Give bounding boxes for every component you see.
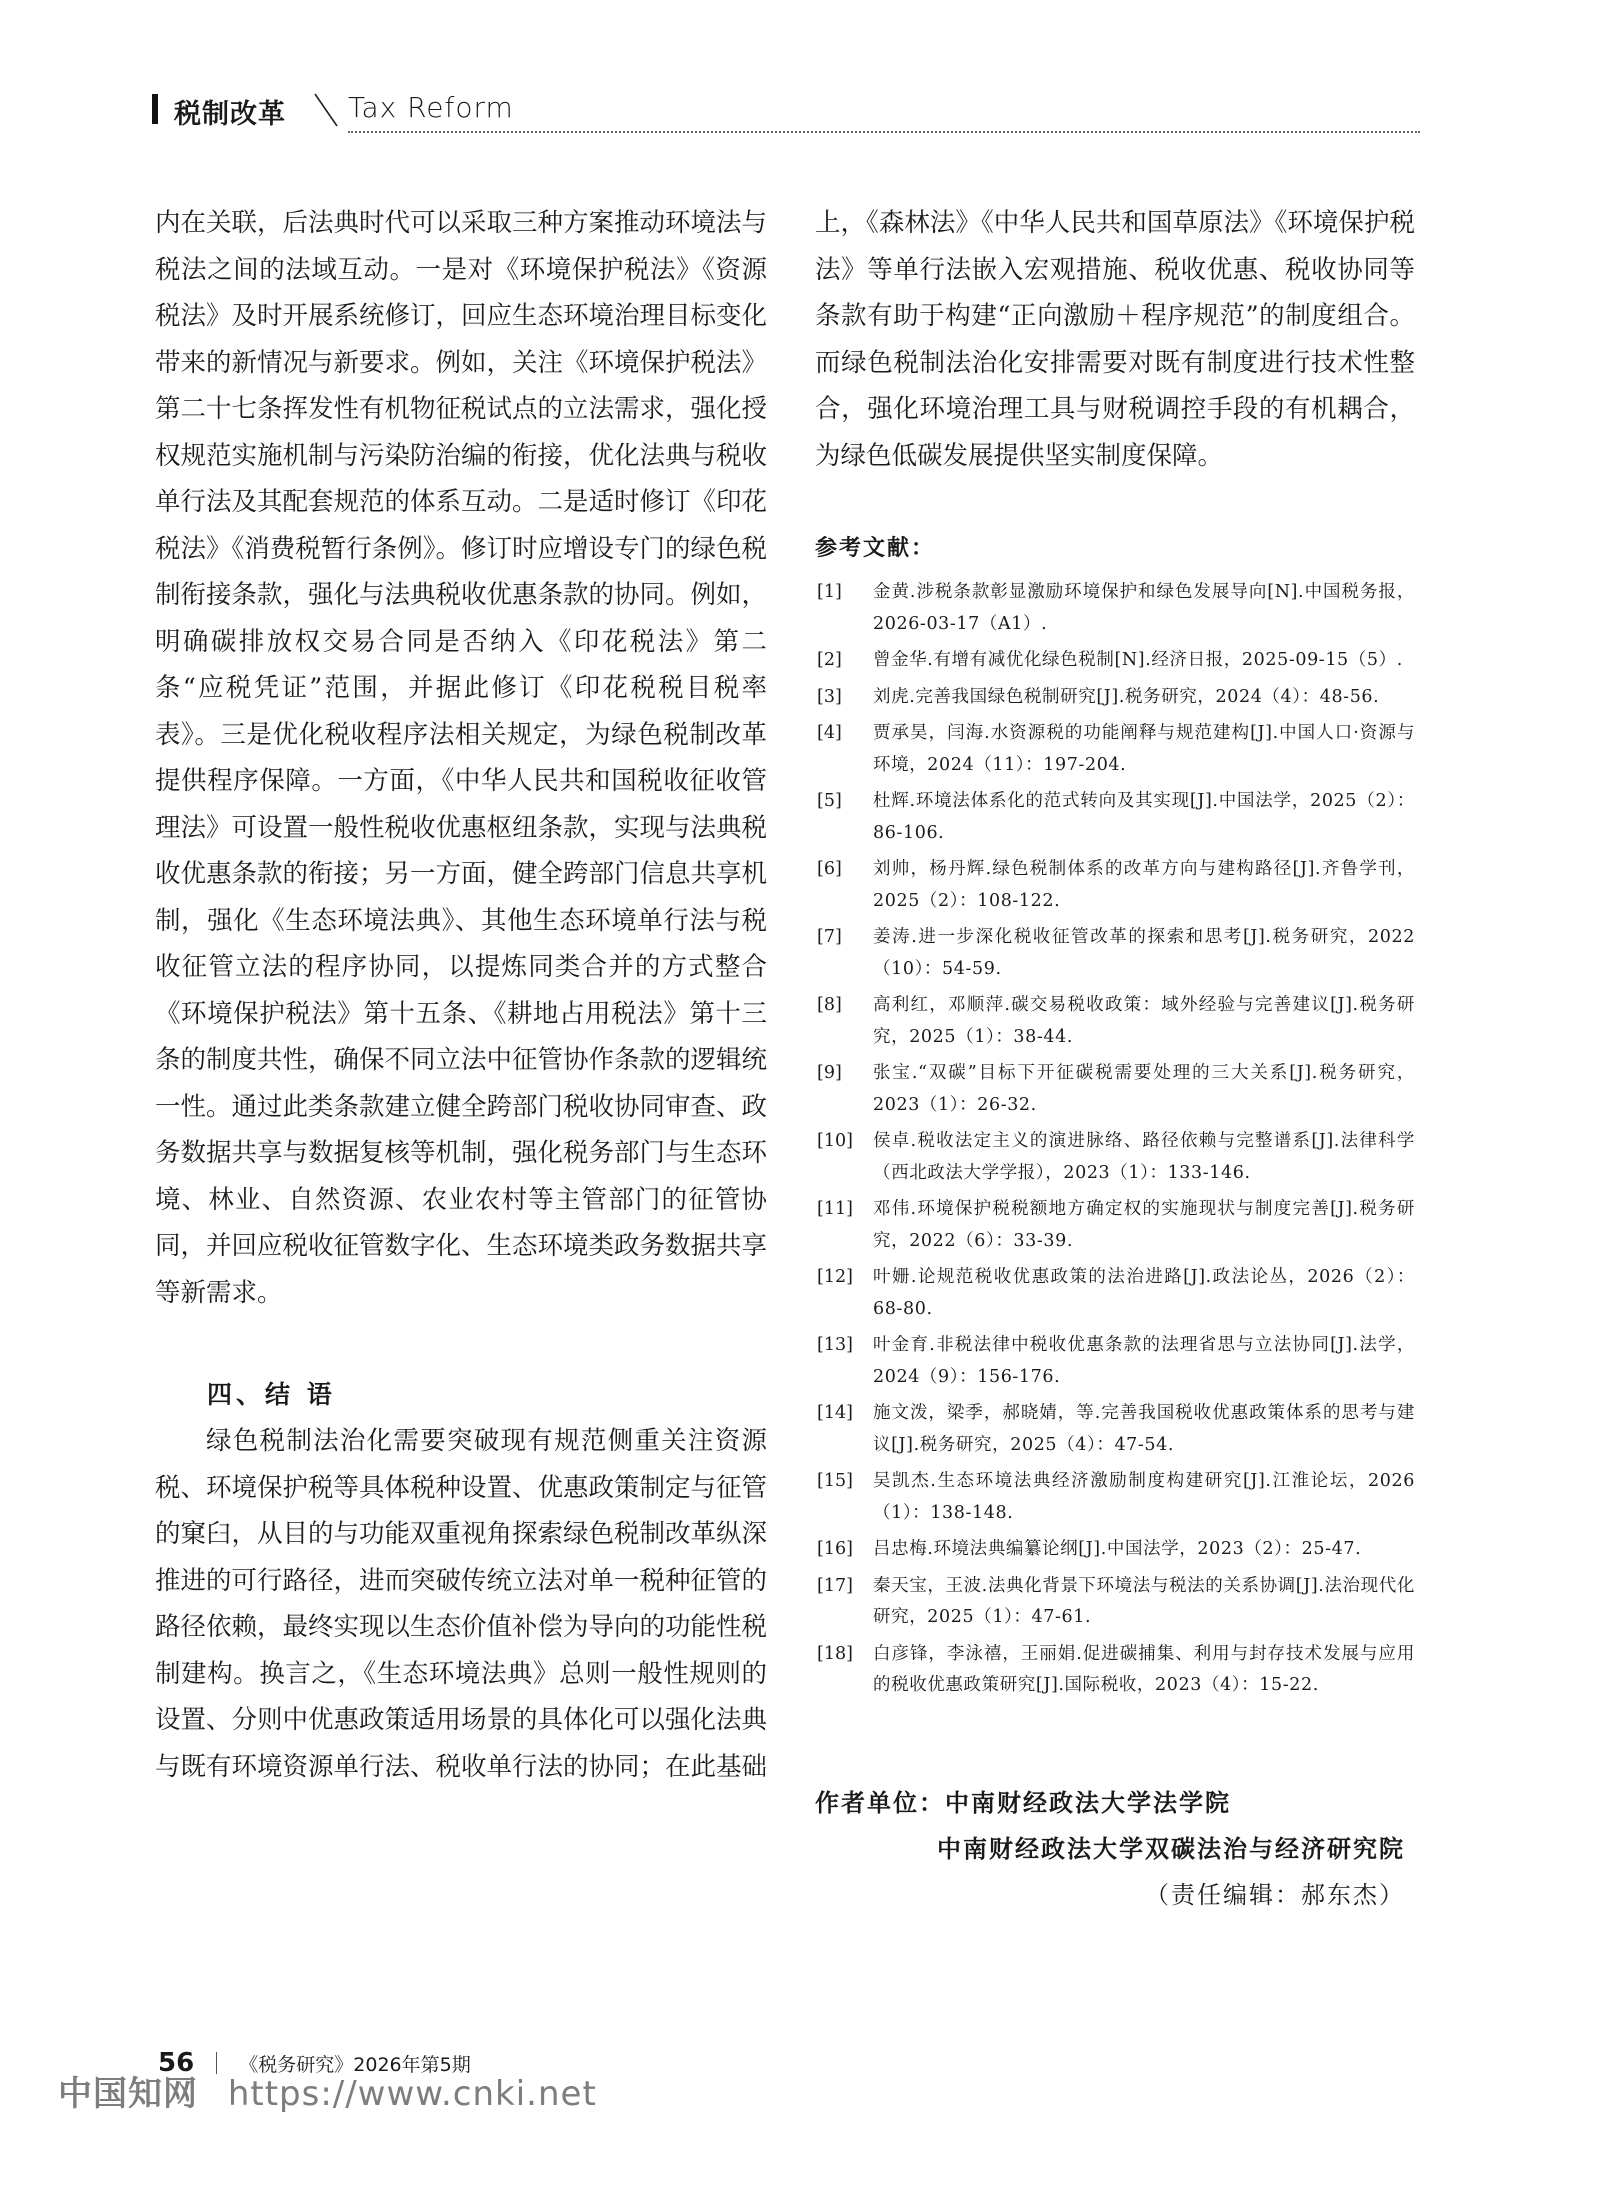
reference-text: 吕忠梅.环境法典编纂论纲[J].中国法学，2023（2）：25-47. (873, 1539, 1362, 1559)
reference-text: 张宝.“双碳”目标下开征碳税需要处理的三大关系[J].税务研究，2023（1）：26-32. (873, 1063, 1415, 1115)
watermark-url: https://www.cnki.net (227, 2074, 597, 2114)
reference-item (815, 1571, 1415, 1634)
reference-text: 施文泼，梁季，郝晓婧，等.完善我国税收优惠政策体系的思考与建议[J].税务研究，2025（4）：47-54. (873, 1403, 1415, 1455)
section-heading: 四、结 语 (207, 1380, 336, 1409)
reference-number: [15] (817, 1471, 853, 1491)
left-column (155, 200, 767, 1790)
reference-number: [1] (817, 582, 842, 602)
watermark-name: 中国知网 (58, 2074, 198, 2114)
reference-item (815, 990, 1415, 1053)
reference-number: [11] (817, 1199, 853, 1219)
reference-item (815, 1262, 1415, 1325)
cnki-watermark (58, 2066, 597, 2115)
reference-item (815, 1534, 1415, 1566)
page-number: 56 (158, 2048, 195, 2078)
reference-number: [4] (817, 723, 842, 743)
reference-text: 高利红，邓顺萍.碳交易税收政策：域外经验与完善建议[J].税务研究，2025（1）：38-44. (873, 995, 1415, 1047)
reference-number: [17] (817, 1575, 853, 1596)
reference-number: [8] (817, 995, 842, 1015)
reference-item (815, 1126, 1415, 1189)
journal-issue: 《税务研究》2026年第5期 (239, 2054, 471, 2076)
reference-text: 杜辉.环境法体系化的范式转向及其实现[J].中国法学，2025（2）：86-106. (873, 791, 1415, 843)
running-header (152, 88, 1420, 136)
reference-number: [6] (817, 859, 842, 879)
reference-number: [10] (817, 1131, 853, 1151)
reference-item (815, 1639, 1415, 1702)
reference-text: 金黄.涉税条款彰显激励环境保护和绿色发展导向[N].中国税务报，2026-03-17（A1）. (873, 582, 1415, 634)
reference-number: [3] (817, 686, 842, 707)
reference-number: [2] (817, 650, 842, 670)
reference-number: [18] (817, 1643, 853, 1664)
editor-credit: （责任编辑：郝东杰） (1145, 1880, 1405, 1909)
reference-text: 曾金华.有增有减优化绿色税制[N].经济日报，2025-09-15（5）. (873, 650, 1403, 670)
body-paragraph: 内在关联，后法典时代可以采取三种方案推动环境法与税法之间的法域互动。一是对《环境保护税法》《资源税法》及时开展系统修订，回应生态环境治理目标变化带来的新情况与新要求。例如，关注《环境保护税法》第二十七条挥发性有机物征税试点的立法需求，强化授权规范实施机制与污染防治编的衔接，优化法典与税收单行法及其配套规范的体系互动。二是适时修订《印花税法》《消费税暂行条例》。修订时应增设专门的绿色税制衔接条款，强化与法典税收优惠条款的协同。例如，明确碳排放权交易合同是否纳入《印花税法》第二条“应税凭证”范围，并据此修订《印花税税目税率表》。三是优化税收程序法相关规定，为绿色税制改革提供程序保障。一方面，《中华人民共和国税收征收管理法》可设置一般性税收优惠枢纽条款，实现与法典税收优惠条款的衔接；另一方面，健全跨部门信息共享机制，强化《生态环境法典》、其他生态环境单行法与税收征管立法的程序协同，以提炼同类合并的方式整合《环境保护税法》第十五条、《耕地占用税法》第十三条的制度共性，确保不同立法中征管协作条款的逻辑统一性。通过此类条款建立健全跨部门税收协同审查、政务数据共享与数据复核等机制，强化税务部门与生态环境、林业、自然资源、农业农村等主管部门的征管协同，并回应税收征管数字化、生态环境类政务数据共享等新需求。 (155, 208, 768, 1308)
reference-item (815, 1058, 1415, 1121)
reference-item (815, 1330, 1415, 1393)
header-bar (152, 94, 158, 124)
reference-number: [5] (817, 791, 842, 811)
section-label-en: Tax Reform (348, 91, 514, 124)
reference-text: 贾承昊，闫海.水资源税的功能阐释与规范建构[J].中国人口·资源与环境，2024（11）：197-204. (873, 723, 1415, 775)
reference-item (815, 854, 1415, 917)
reference-item (815, 786, 1415, 849)
references-heading: 参考文献： (815, 536, 936, 561)
references-list (815, 577, 1415, 1702)
reference-number: [7] (817, 927, 842, 947)
reference-text: 刘虎.完善我国绿色税制研究[J].税务研究，2024（4）：48-56. (873, 686, 1380, 707)
reference-item (815, 1466, 1415, 1529)
header-slash-divider (312, 90, 340, 128)
reference-text: 邓伟.环境保护税税额地方确定权的实施现状与制度完善[J].税务研究，2022（6）：33-39. (873, 1199, 1415, 1251)
reference-text: 吴凯杰.生态环境法典经济激励制度构建研究[J].江淮论坛，2026（1）：138-148. (873, 1471, 1415, 1523)
reference-text: 侯卓.税收法定主义的演进脉络、路径依赖与完整谱系[J].法律科学（西北政法大学学报），2023（1）：133-146. (873, 1131, 1415, 1183)
reference-text: 白彦锋，李泳禧，王丽娟.促进碳捕集、利用与封存技术发展与应用的税收优惠政策研究[J].国际税收，2023（4）：15-22. (873, 1643, 1415, 1695)
reference-number: [14] (817, 1403, 853, 1423)
reference-item (815, 645, 1415, 677)
reference-number: [9] (817, 1063, 842, 1083)
reference-text: 刘帅，杨丹辉.绿色税制体系的改革方向与建构路径[J].齐鲁学刊，2025（2）：108-122. (873, 859, 1415, 911)
reference-item (815, 922, 1415, 985)
header-dotted-rule (348, 131, 1420, 133)
reference-text: 姜涛.进一步深化税收征管改革的探索和思考[J].税务研究，2022（10）：54-59. (873, 927, 1415, 979)
body-paragraph: 上，《森林法》《中华人民共和国草原法》《环境保护税法》等单行法嵌入宏观措施、税收优惠、税收协同等条款有助于构建“正向激励＋程序规范”的制度组合。而绿色税制法治化安排需要对既有制度进行技术性整合，强化环境治理工具与财税调控手段的有机耦合，为绿色低碳发展提供坚实制度保障。 (815, 208, 1415, 471)
reference-text: 叶姗.论规范税收优惠政策的法治进路[J].政法论丛，2026（2）：68-80. (873, 1267, 1415, 1319)
reference-item (815, 1194, 1415, 1257)
reference-item (815, 1398, 1415, 1461)
author-affiliation (815, 1780, 1415, 1918)
reference-item (815, 682, 1415, 714)
affiliation-line: 作者单位：中南财经政法大学法学院 (815, 1787, 1231, 1817)
affiliation-line: 中南财经政法大学双碳法治与经济研究院 (937, 1833, 1405, 1863)
section-label-cn: 税制改革 (174, 99, 286, 130)
reference-text: 叶金育.非税法律中税收优惠条款的法理省思与立法协同[J].法学，2024（9）：156-176. (873, 1335, 1415, 1387)
reference-item (815, 577, 1415, 640)
reference-item (815, 718, 1415, 781)
body-paragraph: 绿色税制法治化需要突破现有规范侧重关注资源税、环境保护税等具体税种设置、优惠政策制定与征管的窠臼，从目的与功能双重视角探索绿色税制改革纵深推进的可行路径，进而突破传统立法对单一税种征管的路径依赖，最终实现以生态价值补偿为导向的功能性税制建构。换言之，《生态环境法典》总则一般性规则的设置、分则中优惠政策适用场景的具体化可以强化法典与既有环境资源单行法、税收单行法的协同；在此基础 (155, 1426, 768, 1782)
reference-number: [12] (817, 1267, 853, 1287)
reference-number: [16] (817, 1539, 853, 1559)
reference-text: 秦天宝，王波.法典化背景下环境法与税法的关系协调[J].法治现代化研究，2025（1）：47-61. (873, 1575, 1415, 1627)
right-column (815, 200, 1415, 1918)
reference-number: [13] (817, 1335, 853, 1355)
